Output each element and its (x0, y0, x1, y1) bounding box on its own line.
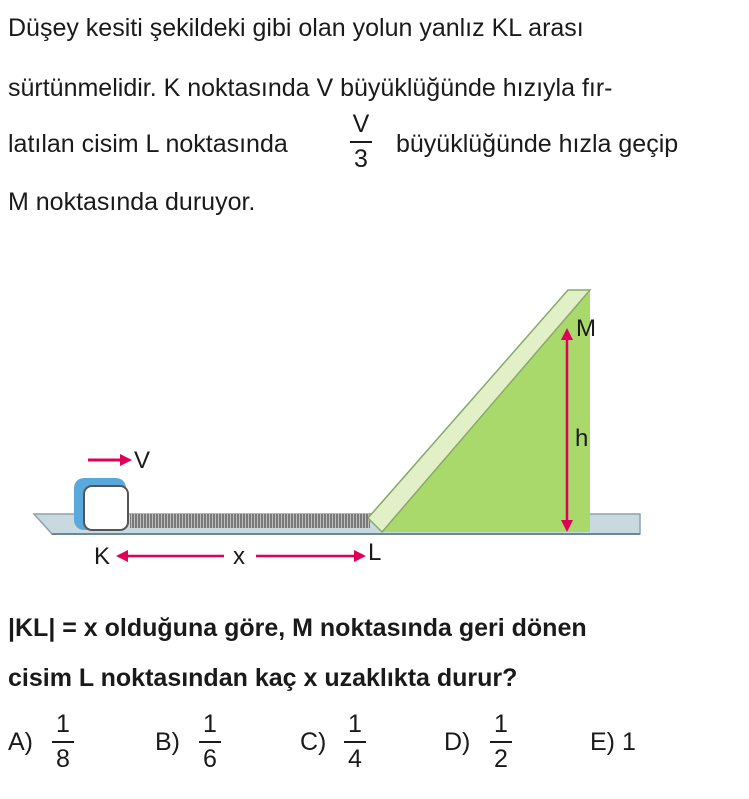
label-l: L (368, 539, 382, 566)
option-b-den: 6 (203, 745, 217, 773)
option-d-bar (490, 741, 512, 743)
block (84, 486, 128, 530)
label-v: V (134, 447, 151, 474)
option-a[interactable] (8, 728, 33, 757)
label-x: x (233, 543, 245, 570)
option-b-letter: B) (155, 728, 180, 756)
option-b-num: 1 (203, 710, 217, 738)
distance-arrow-left-head (116, 550, 128, 562)
distance-arrow-right-head (354, 550, 366, 562)
bold-question-line-1: |KL| = x olduğuna göre, M noktasında geri dönen (8, 614, 587, 642)
option-d-den: 2 (494, 745, 508, 773)
option-d-letter: D) (444, 728, 471, 756)
fraction-denominator: 3 (354, 145, 368, 173)
question-line-4: M noktasında duruyor. (8, 188, 256, 216)
option-a-bar (52, 741, 74, 743)
option-e[interactable] (590, 728, 636, 757)
question-line-2: sürtünmelidir. K noktasında V büyüklüğünde hızıyla fır- (8, 74, 613, 102)
option-a-fraction (52, 710, 74, 774)
option-a-den: 8 (56, 745, 70, 773)
option-e-text: 1 (621, 728, 636, 756)
option-c-bar (344, 741, 366, 743)
option-c[interactable] (300, 728, 326, 757)
option-b[interactable] (155, 728, 180, 757)
option-d[interactable] (444, 728, 470, 757)
option-e-letter: E) (590, 728, 615, 756)
option-b-bar (199, 741, 221, 743)
option-d-num: 1 (494, 710, 508, 738)
label-k: K (94, 543, 111, 570)
option-c-fraction (344, 710, 366, 774)
question-line-3-end: büyüklüğünde hızla geçip (396, 130, 679, 158)
option-a-letter: A) (8, 728, 33, 756)
option-c-num: 1 (348, 710, 362, 738)
option-c-letter: C) (300, 728, 327, 756)
rough-section (130, 514, 370, 528)
label-h: h (575, 425, 589, 452)
question-line-1: Düşey kesiti şekildeki gibi olan yolun yanlız KL arası (8, 14, 584, 42)
option-d-fraction (490, 710, 512, 774)
option-a-num: 1 (56, 710, 70, 738)
fraction-numerator: V (352, 110, 370, 138)
option-c-den: 4 (348, 745, 362, 773)
question-line-3-start: latılan cisim L noktasında (8, 130, 288, 158)
option-b-fraction (199, 710, 221, 774)
velocity-arrow-head (120, 454, 132, 466)
label-m: M (576, 315, 596, 342)
bold-question-line-2: cisim L noktasından kaç x uzaklıkta durur? (8, 664, 518, 692)
